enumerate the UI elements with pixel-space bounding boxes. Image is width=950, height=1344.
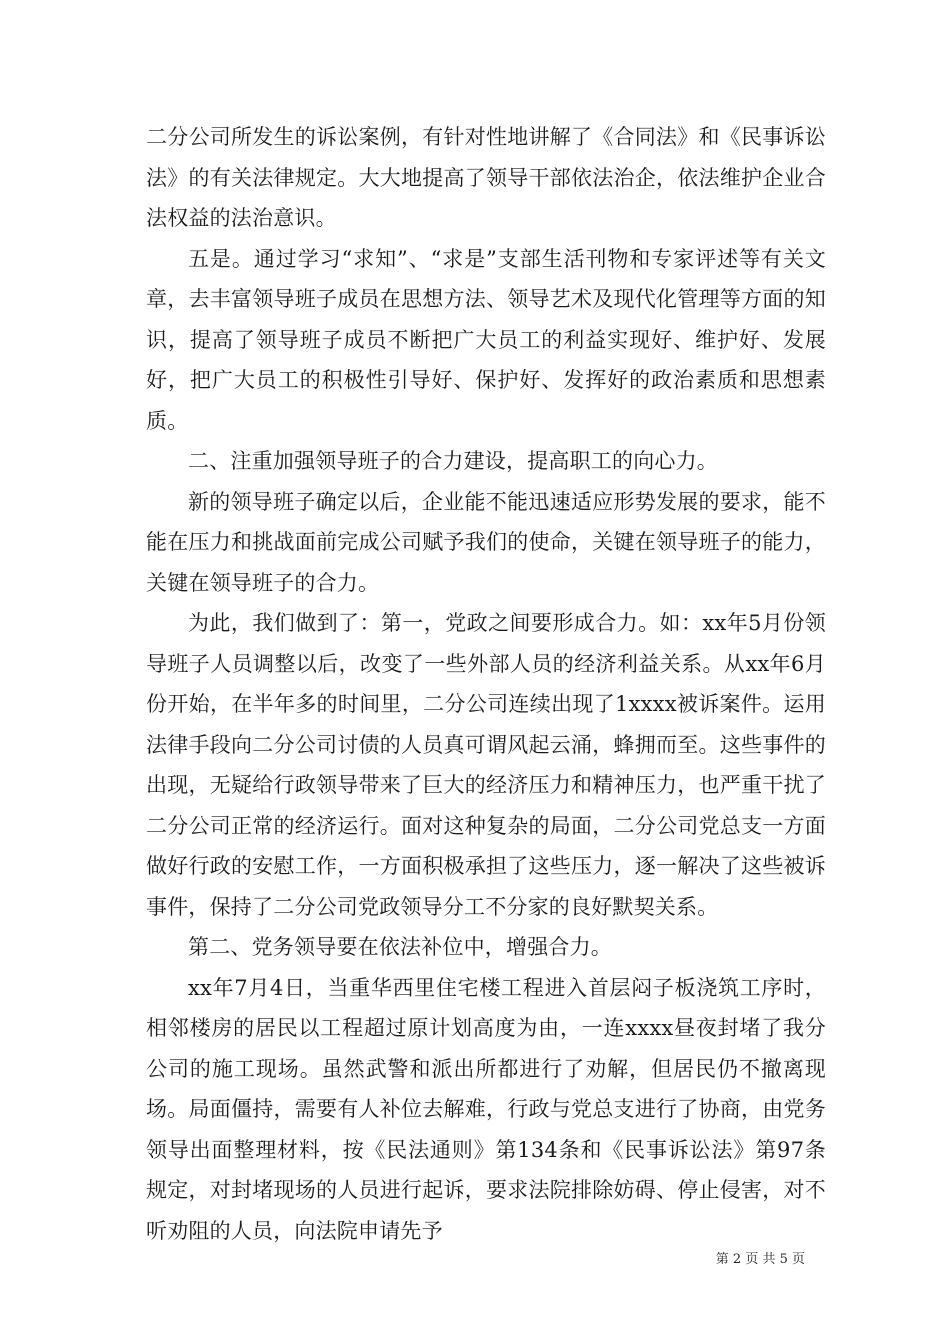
subsection-heading: 第二、党务领导要在依法补位中，增强合力。 bbox=[188, 935, 612, 959]
paragraph: xx年7月4日，当重华西里住宅楼工程进入首层闷子板浇筑工序时，相邻楼房的居民以工程超过原计划高度为由，一连xxxx昼夜封堵了我分公司的施工现场。虽然武警和派出所都进行了劝解，但居民仍不撤离现场。局面僵持，需要有人补位去解难，行政与党总支进行了协商，由党务领导出面整理材料，按《民法通则》第134条和《民事诉讼法》第97条规定，对封堵现场的人员进行起诉，要求法院排除妨碍、停止侵害，对不听劝阻的人员，向法院申请先予 bbox=[146, 975, 826, 1243]
paragraph: 为此，我们做到了：第一，党政之间要形成合力。如：xx年5月份领导班子人员调整以后，改变了一些外部人员的经济利益关系。从xx年6月份开始，在半年多的时间里，二分公司连续出现了1xxxx被诉案件。运用法律手段向二分公司讨债的人员真可谓风起云涌，蜂拥而至。这些事件的出现，无疑给行政领导带来了巨大的经济压力和精神压力，也严重干扰了二分公司正常的经济运行。面对这种复杂的局面，二分公司党总支一方面做好行政的安慰工作，一方面积极承担了这些压力，逐一解决了这些被诉事件，保持了二分公司党政领导分工不分家的良好默契关系。 bbox=[146, 611, 826, 919]
page-number: 第 2 页 共 5 页 bbox=[715, 1252, 805, 1267]
section-heading: 二、注重加强领导班子的合力建设，提高职工的向心力。 bbox=[188, 449, 718, 473]
paragraph: 五是。通过学习“求知”、“求是”支部生活刊物和专家评述等有关文章，去丰富领导班子成员在思想方法、领导艺术及现代化管理等方面的知识，提高了领导班子成员不断把广大员工的利益实现好、维护好、发展好，把广大员工的积极性引导好、保护好、发挥好的政治素质和思想素质。 bbox=[146, 246, 826, 433]
document-body bbox=[146, 117, 826, 1251]
paragraph: 二分公司所发生的诉讼案例，有针对性地讲解了《合同法》和《民事诉讼法》的有关法律规定。大大地提高了领导干部依法治企，依法维护企业合法权益的法治意识。 bbox=[146, 125, 826, 230]
paragraph: 新的领导班子确定以后，企业能不能迅速适应形势发展的要求，能不能在压力和挑战面前完成公司赋予我们的使命，关键在领导班子的能力，关键在领导班子的合力。 bbox=[146, 489, 826, 595]
